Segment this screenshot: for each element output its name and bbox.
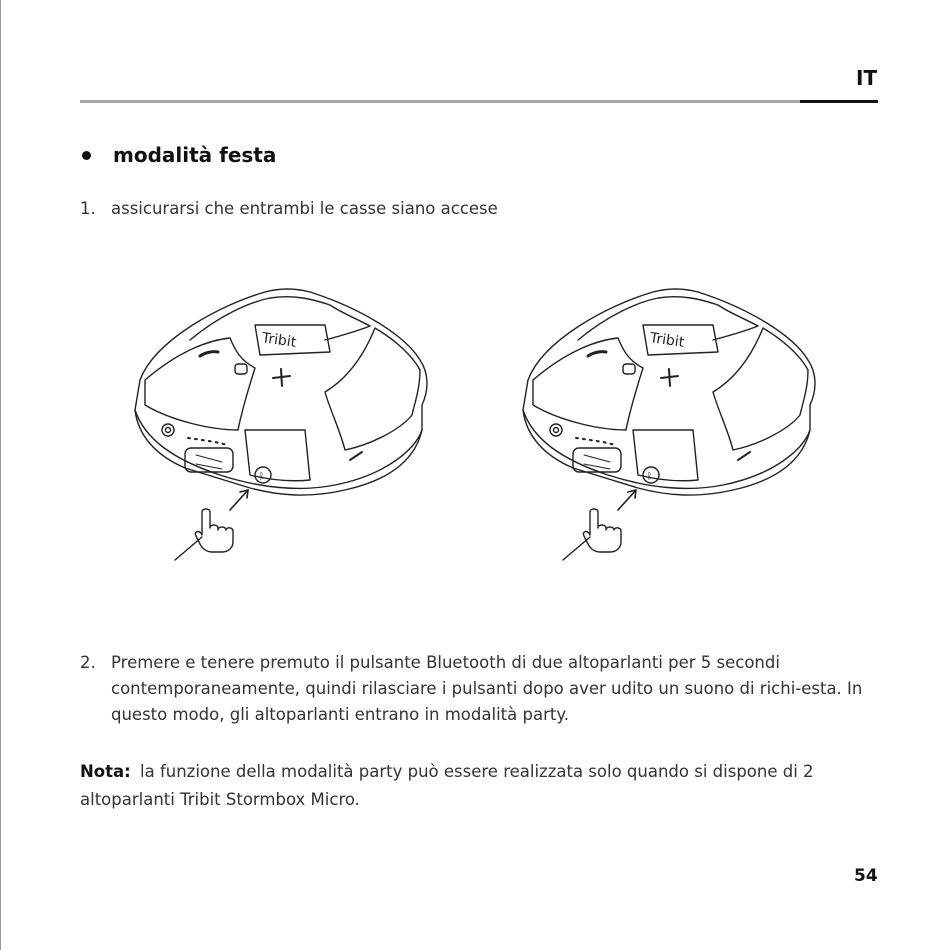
note: [80, 758, 880, 814]
step-2: [80, 650, 880, 730]
power-port: [162, 424, 174, 436]
speaker-drawing: [130, 280, 450, 570]
bluetooth-button: [573, 448, 621, 472]
svg-text:ᛒ: ᛒ: [259, 472, 265, 482]
section-heading: [80, 143, 276, 167]
note-text: la funzione della modalità party può essere realizzata solo quando si dispone di 2 altoparlanti Tribit Stormbox Micro.: [80, 762, 814, 809]
brand-logo: Tribit: [648, 330, 686, 351]
header-rule: [80, 100, 800, 103]
step-number: 1.: [80, 199, 96, 218]
speaker-body-outline: [523, 289, 815, 495]
bluetooth-button: [185, 448, 233, 472]
step-1: [80, 196, 780, 222]
step-text: assicurarsi che entrambi le casse siano accese: [111, 199, 498, 218]
speaker-body-outline: [135, 289, 427, 495]
power-port: [550, 424, 562, 436]
svg-text:ᛒ: ᛒ: [647, 472, 653, 482]
note-label: Nota:: [80, 762, 131, 781]
hand-press-icon: [195, 509, 233, 552]
language-code: IT: [856, 66, 878, 90]
section-title: modalità festa: [113, 143, 277, 167]
speaker-illustration-left: [130, 280, 450, 570]
brand-logo: Tribit: [260, 330, 298, 351]
speaker-drawing: [518, 280, 838, 570]
bullet-icon: [82, 151, 91, 160]
arrow-icon: [618, 490, 636, 510]
step-number: 2.: [80, 653, 96, 672]
arrow-icon: [230, 490, 248, 510]
hand-press-icon: [583, 509, 621, 552]
speaker-illustration-right: [518, 280, 838, 570]
page-edge: [0, 0, 1, 950]
step-text: Premere e tenere premuto il pulsante Bluetooth di due altoparlanti per 5 secondi contemporaneamente, quindi rilasciare i pulsanti dopo aver udito un suono di richi-esta. In questo modo, gli altoparlanti entrano in modalità party.: [111, 653, 863, 724]
page-number: 54: [854, 866, 878, 886]
header-rule-accent: [800, 100, 878, 103]
